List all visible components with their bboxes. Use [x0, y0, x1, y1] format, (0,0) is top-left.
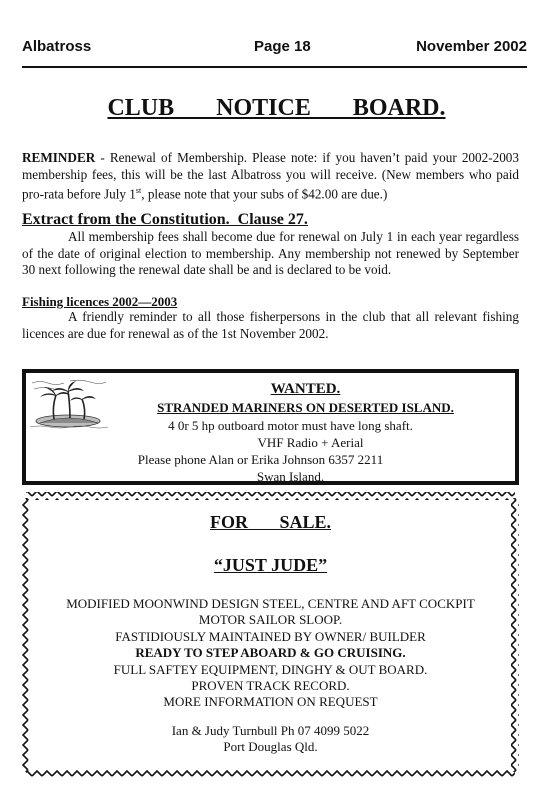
wanted-line-3: Please phone Alan or Erika Johnson 6357 2211: [137, 452, 384, 467]
description-line: FASTIDIOUSLY MAINTAINED BY OWNER/ BUILDER: [115, 628, 426, 644]
description-line: MOTOR SAILOR SLOOP.: [198, 612, 343, 628]
constitution-body: All membership fees shall become due for renewal on July 1 in each year regardless of the date of original election to membership. Any membership not renewed by September 30 next following the renewal date shall be and is declared to be void.: [22, 229, 519, 277]
description-line: FULL SAFTEY EQUIPMENT, DINGHY & OUT BOARD.: [113, 661, 428, 677]
description-line: READY TO STEP ABOARD & GO CRUISING.: [135, 645, 406, 661]
for-sale-notice-box: [22, 490, 519, 780]
description-line: MODIFIED MOONWIND DESIGN STEEL, CENTRE AND AFT COCKPIT: [66, 596, 475, 611]
boat-name: “JUST JUDE”: [213, 555, 328, 575]
seller-location: Port Douglas Qld.: [223, 739, 318, 755]
seller-name-phone: Ian & Judy Turnbull Ph 07 4099 5022: [171, 723, 370, 738]
constitution-heading: Extract from the Constitution. Clause 27.: [22, 211, 308, 228]
wanted-title: WANTED.: [270, 381, 341, 397]
publication-name: Albatross: [22, 38, 92, 55]
page-title: CLUB NOTICE BOARD.: [107, 95, 446, 121]
for-sale-title: FOR SALE.: [209, 512, 332, 532]
wanted-line-1: 4 0r 5 hp outboard motor must have long shaft.: [168, 418, 413, 433]
wanted-notice-box: [22, 369, 519, 485]
issue-date: November 2002: [416, 38, 527, 55]
reminder-text-1: - Renewal of Membership. Please note: if you haven’t paid your 2002-2003 membership fees, this will be the last Albatross you will receive. (New members who paid pro-rata before July 1: [22, 150, 519, 202]
reminder-text-2: , please note that your subs of $42.00 are due.): [141, 186, 388, 202]
wanted-line-2: VHF Radio + Aerial: [257, 435, 364, 450]
description-line: PROVEN TRACK RECORD.: [191, 678, 350, 694]
reminder-superscript: st: [135, 186, 142, 195]
wanted-line-4: Swan Island.: [256, 469, 325, 484]
seller-contact: [22, 723, 519, 756]
reminder-lead: REMINDER: [22, 150, 96, 165]
fishing-body: A friendly reminder to all those fisherpersons in the club that all relevant fishing licences are due for renewal as of the 1st November 2002.: [22, 309, 519, 341]
boat-description: [22, 596, 519, 711]
description-line: MORE INFORMATION ON REQUEST: [163, 694, 378, 710]
fishing-heading: Fishing licences 2002—2003: [22, 294, 178, 309]
wanted-subtitle: STRANDED MARINERS ON DESERTED ISLAND.: [157, 400, 454, 415]
header-rule: [22, 66, 527, 68]
reminder-paragraph: [22, 150, 519, 203]
page-number: Page 18: [254, 38, 311, 55]
page-header: [22, 38, 527, 58]
